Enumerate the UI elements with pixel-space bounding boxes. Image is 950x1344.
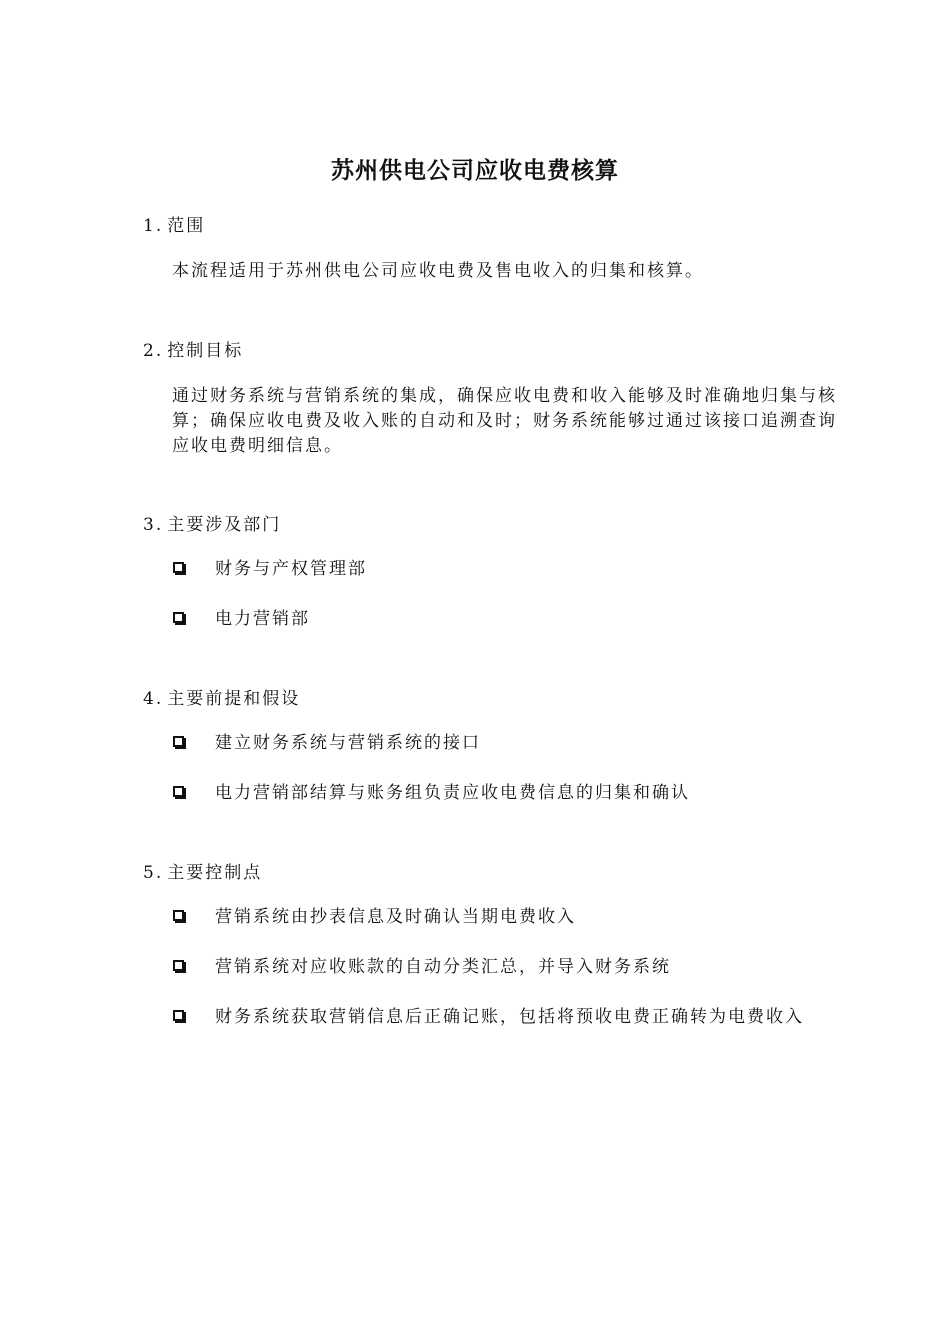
section-title: 主要涉及部门	[167, 515, 282, 535]
section-number: 2.	[143, 341, 164, 361]
list-item-text: 营销系统对应收账款的自动分类汇总，并导入财务系统	[215, 957, 671, 977]
list-item	[172, 781, 840, 806]
section-paragraph-scope: 本流程适用于苏州供电公司应收电费及售电收入的归集和核算。	[172, 261, 704, 281]
checkbox-bullet-icon	[173, 1010, 184, 1021]
section-heading-departments	[143, 510, 281, 535]
list-item-text: 财务与产权管理部	[215, 559, 367, 579]
section-heading-objectives	[143, 336, 243, 361]
list-item-text: 营销系统由抄表信息及时确认当期电费收入	[215, 907, 576, 927]
list-item	[172, 607, 840, 632]
section-title: 主要控制点	[167, 863, 263, 883]
list-item	[172, 557, 840, 582]
checkbox-bullet-icon	[173, 960, 184, 971]
list-item	[172, 731, 840, 756]
section-paragraph-objectives: 通过财务系统与营销系统的集成，确保应收电费和收入能够及时准确地归集与核算；确保应收电费及收入账的自动和及时；财务系统能够过通过该接口追溯查询应收电费明细信息。	[172, 386, 837, 456]
list-item-text: 电力营销部	[215, 609, 310, 629]
checkbox-bullet-icon	[173, 736, 184, 747]
list-item-text: 财务系统获取营销信息后正确记账，包括将预收电费正确转为电费收入	[215, 1007, 804, 1027]
section-heading-assumptions	[143, 684, 300, 709]
list-item-text: 电力营销部结算与账务组负责应收电费信息的归集和确认	[215, 783, 690, 803]
section-heading-scope	[143, 211, 205, 236]
section-number: 4.	[143, 689, 164, 709]
checkbox-bullet-icon	[173, 562, 184, 573]
section-number: 5.	[143, 863, 164, 883]
section-title: 范围	[167, 216, 206, 236]
list-item	[172, 955, 840, 980]
section-title: 主要前提和假设	[167, 689, 301, 709]
section-number: 3.	[143, 515, 164, 535]
section-title: 控制目标	[167, 341, 244, 361]
list-item-text: 建立财务系统与营销系统的接口	[215, 733, 481, 753]
document-title: 苏州供电公司应收电费核算	[331, 158, 619, 184]
checkbox-bullet-icon	[173, 612, 184, 623]
section-heading-control-points	[143, 858, 262, 883]
checkbox-bullet-icon	[173, 910, 184, 921]
list-item	[172, 905, 840, 930]
section-number: 1.	[143, 216, 164, 236]
list-item	[172, 1005, 840, 1030]
checkbox-bullet-icon	[173, 786, 184, 797]
